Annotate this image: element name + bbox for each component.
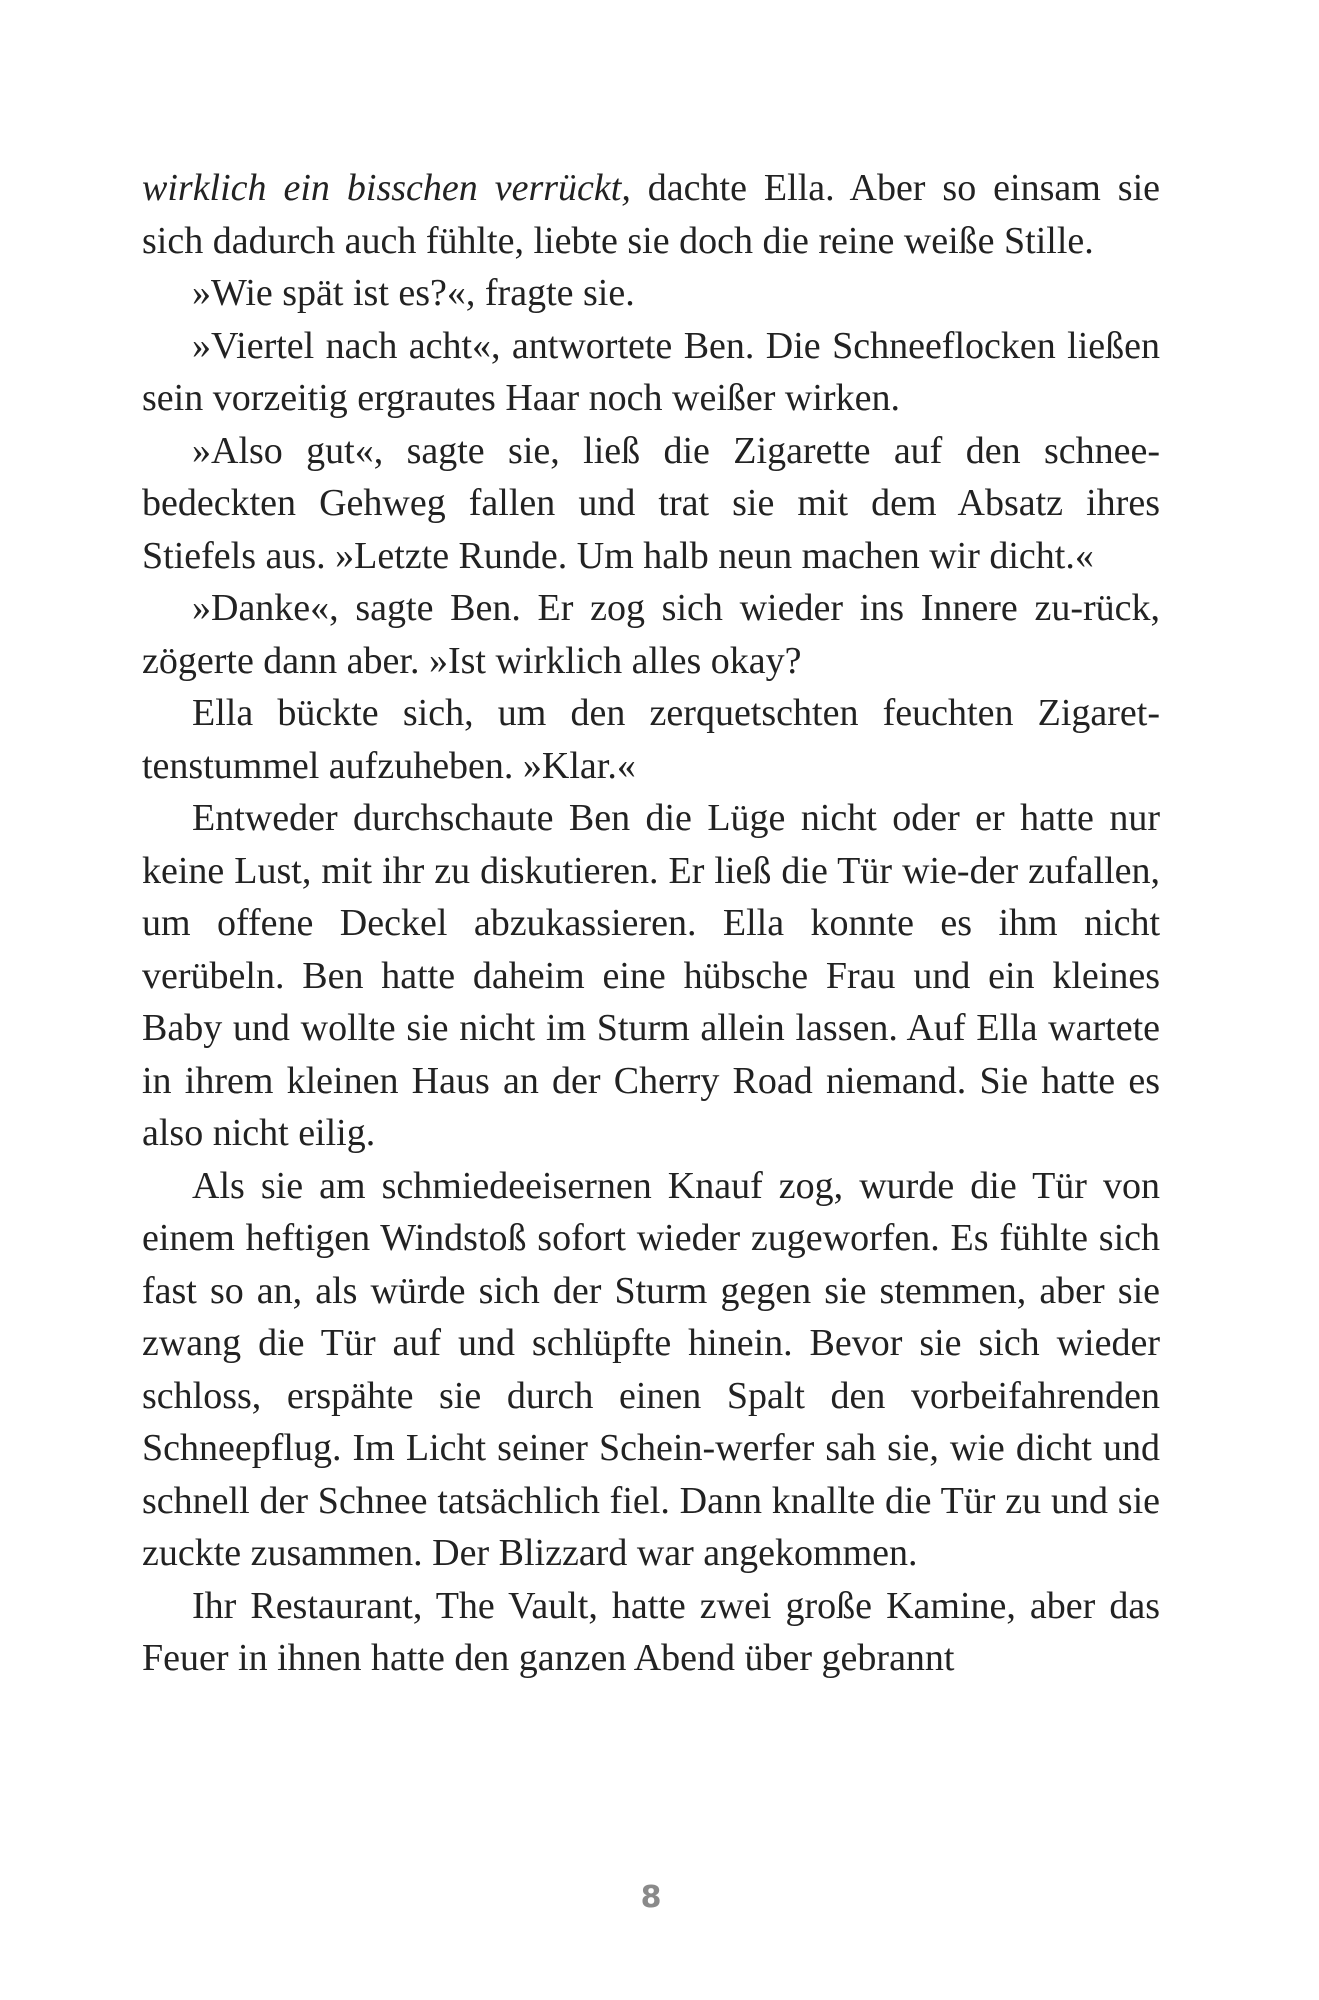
paragraph-1-text: dachte Ella. Aber so einsam sie sich dadurch auch fühlte, liebte sie doch die reine weiße Stille. xyxy=(142,167,1160,262)
paragraph-5: »Danke«, sagte Ben. Er zog sich wieder ins Innere zu-rück, zögerte dann aber. »Ist wirklich alles okay? xyxy=(142,587,1160,682)
body-text xyxy=(142,162,1160,1685)
paragraph-7: Entweder durchschaute Ben die Lüge nicht oder er hatte nur keine Lust, mit ihr zu diskutieren. Er ließ die Tür wie-der zufallen, um offene Deckel abzukassieren. Ella konnte es ihm nicht verübeln. Ben hatte daheim eine hübsche Frau und ein kleines Baby und wollte sie nicht im Sturm allein lassen. Auf Ella wartete in ihrem kleinen Haus an der Cherry Road niemand. Sie hatte es also nicht eilig. xyxy=(142,797,1160,1154)
italic-lead: wirklich ein bisschen verrückt, xyxy=(142,167,631,209)
paragraph-2: »Wie spät ist es?«, fragte sie. xyxy=(192,272,635,314)
paragraph-9: Ihr Restaurant, The Vault, hatte zwei große Kamine, aber das Feuer in ihnen hatte den ganzen Abend über gebrannt xyxy=(142,1584,1160,1679)
book-page xyxy=(142,0,1160,2000)
paragraph-1 xyxy=(142,162,1160,267)
page-number: 8 xyxy=(640,1880,662,1915)
paragraph-3: »Viertel nach acht«, antwortete Ben. Die Schneeflocken ließen sein vorzeitig ergrautes Haar noch weißer wirken. xyxy=(142,324,1160,419)
paragraph-6: Ella bückte sich, um den zerquetschten feuchten Zigaret-tenstummel aufzuheben. »Klar.« xyxy=(142,692,1160,787)
paragraph-4: »Also gut«, sagte sie, ließ die Zigarette auf den schnee-bedeckten Gehweg fallen und trat sie mit dem Absatz ihres Stiefels aus. »Letzte Runde. Um halb neun machen wir dicht.« xyxy=(142,429,1160,577)
paragraph-8: Als sie am schmiedeeisernen Knauf zog, wurde die Tür von einem heftigen Windstoß sofort wieder zugeworfen. Es fühlte sich fast so an, als würde sich der Sturm gegen sie stemmen, aber sie zwang die Tür auf und schlüpfte hinein. Bevor sie sich wieder schloss, erspähte sie durch einen Spalt den vorbeifahrenden Schneepflug. Im Licht seiner Schein-werfer sah sie, wie dicht und schnell der Schnee tatsächlich fiel. Dann knallte die Tür zu und sie zuckte zusammen. Der Blizzard war angekommen. xyxy=(142,1164,1160,1574)
